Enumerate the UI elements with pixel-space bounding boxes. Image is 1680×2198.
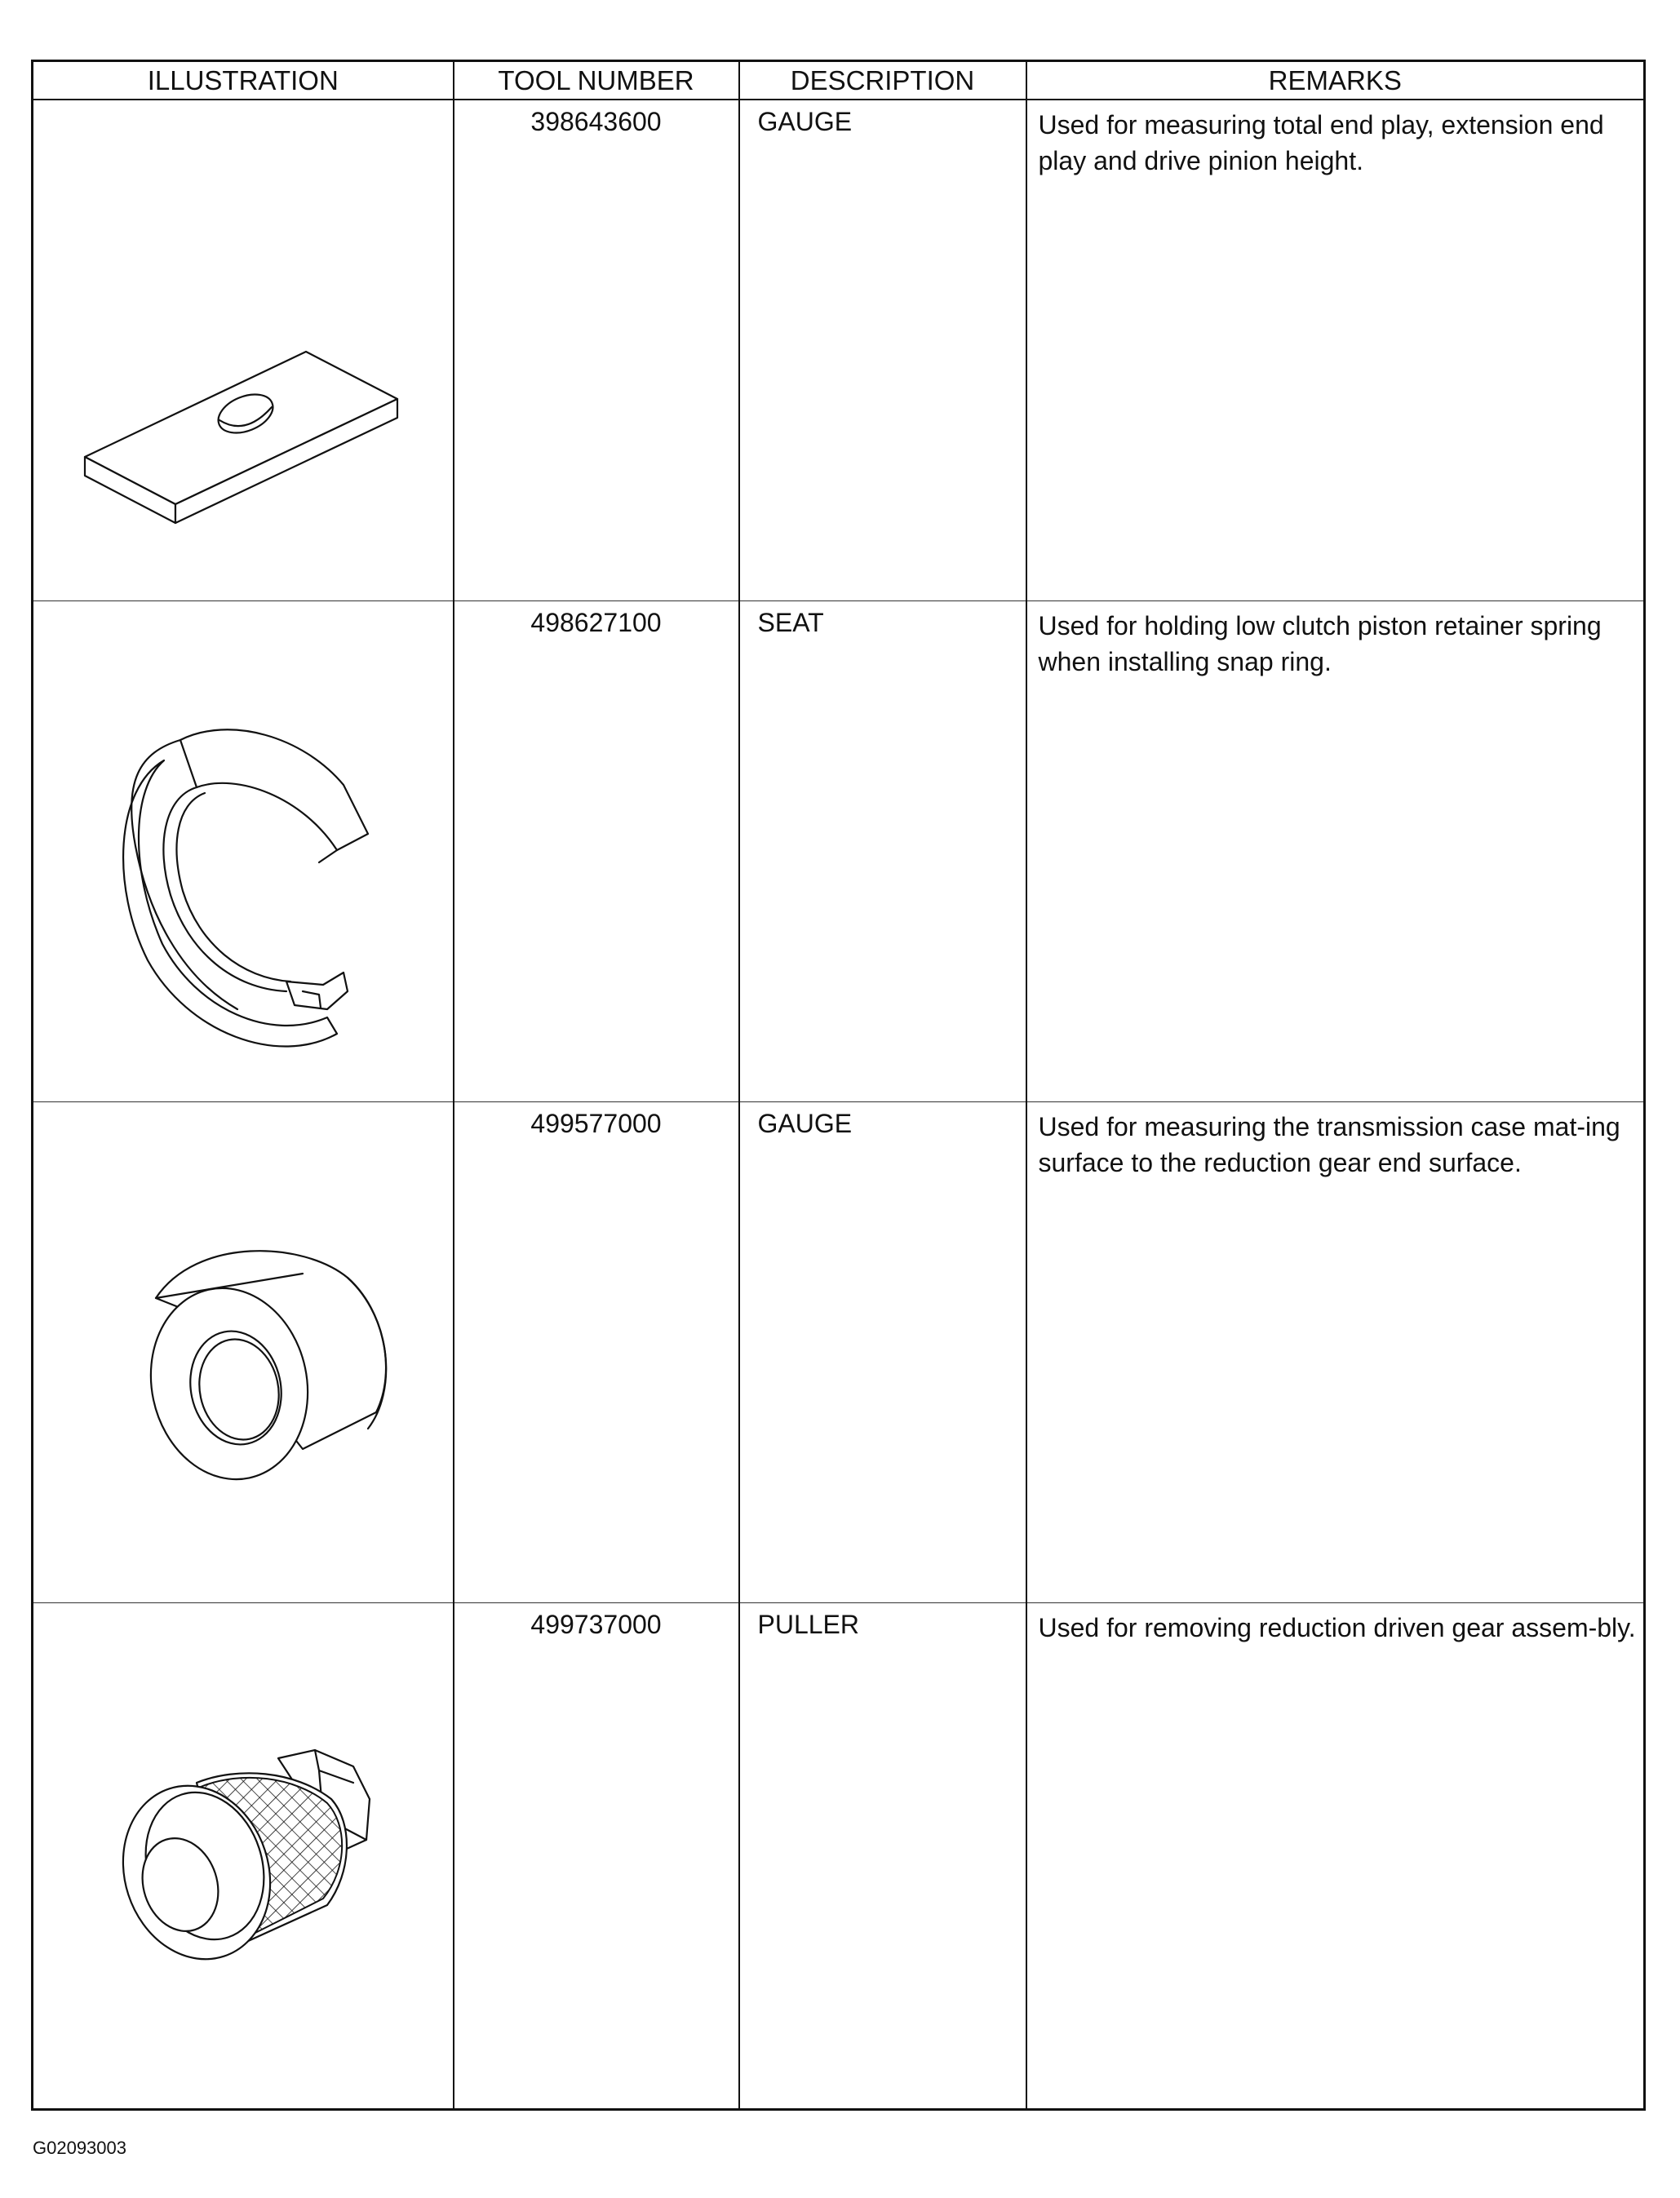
tool-number-cell: 499577000 bbox=[454, 1101, 739, 1602]
description-cell: GAUGE bbox=[739, 100, 1026, 600]
illustration-cell bbox=[33, 1602, 454, 2109]
header-tool-number: TOOL NUMBER bbox=[454, 61, 739, 100]
illustration-cell bbox=[33, 100, 454, 600]
remarks-cell: Used for holding low clutch piston retainer spring when installing snap ring. bbox=[1026, 600, 1645, 1101]
remarks-cell: Used for removing reduction driven gear assem-bly. bbox=[1026, 1602, 1645, 2109]
table-row bbox=[33, 1101, 1645, 1602]
seat-ring-icon bbox=[33, 601, 454, 1102]
tool-number-cell: 498627100 bbox=[454, 600, 739, 1101]
tool-number-cell: 499737000 bbox=[454, 1602, 739, 2109]
table-row bbox=[33, 1602, 1645, 2109]
gauge-plate-icon bbox=[33, 100, 454, 601]
table-row bbox=[33, 600, 1645, 1101]
header-remarks: REMARKS bbox=[1026, 61, 1645, 100]
header-description: DESCRIPTION bbox=[739, 61, 1026, 100]
description-cell: GAUGE bbox=[739, 1101, 1026, 1602]
header-illustration: ILLUSTRATION bbox=[33, 61, 454, 100]
table-header-row bbox=[33, 61, 1645, 100]
remarks-cell: Used for measuring the transmission case mat-ing surface to the reduction gear end surface. bbox=[1026, 1101, 1645, 1602]
figure-code: G02093003 bbox=[33, 2138, 126, 2158]
tool-number-cell: 398643600 bbox=[454, 100, 739, 600]
gauge-cylinder-icon bbox=[33, 1102, 454, 1603]
remarks-cell: Used for measuring total end play, extension end play and drive pinion height. bbox=[1026, 100, 1645, 600]
description-cell: SEAT bbox=[739, 600, 1026, 1101]
illustration-cell bbox=[33, 1101, 454, 1602]
illustration-cell bbox=[33, 600, 454, 1101]
puller-knurled-icon bbox=[33, 1603, 454, 2110]
table-row bbox=[33, 100, 1645, 600]
description-cell: PULLER bbox=[739, 1602, 1026, 2109]
special-tools-table bbox=[31, 60, 1646, 2111]
